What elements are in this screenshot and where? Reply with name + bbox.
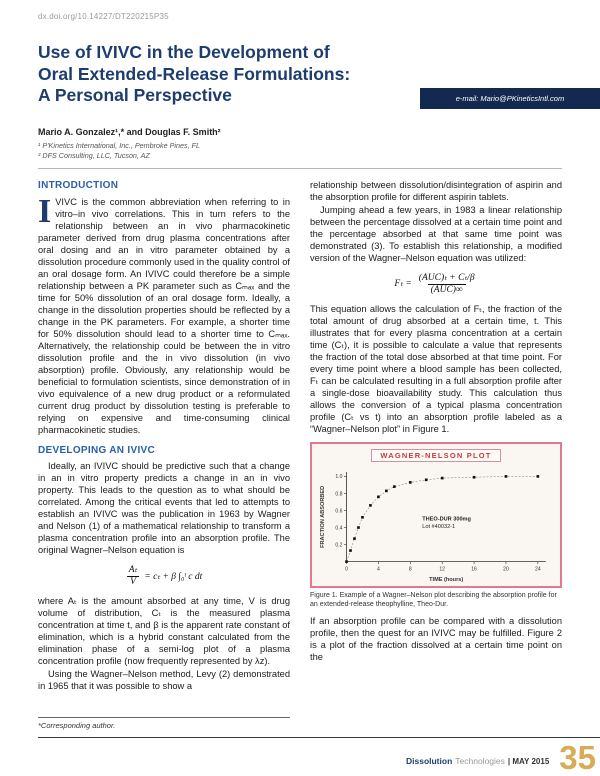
email-link[interactable]: e-mail: Mario@PKineticsIntl.com xyxy=(455,94,565,103)
svg-text:12: 12 xyxy=(439,566,446,573)
intro-drop-cap: I xyxy=(38,192,52,230)
footer-journal-name: Dissolution xyxy=(405,756,453,766)
intro-heading: INTRODUCTION xyxy=(38,180,119,191)
affiliation-2: ² DFS Consulting, LLC, Tucson, AZ xyxy=(38,151,150,160)
equation-1-rhs: = cₜ + β ∫₀ᵗ c dt xyxy=(144,571,203,582)
equation-1-fraction xyxy=(126,565,141,588)
svg-text:16: 16 xyxy=(471,566,477,573)
doi-link[interactable]: dx.doi.org/10.14227/DT220215P35 xyxy=(38,12,169,21)
footer-journal-name-secondary: Technologies xyxy=(455,756,505,766)
svg-text:8: 8 xyxy=(408,566,412,573)
svg-text:0.2: 0.2 xyxy=(335,542,343,549)
footer-divider xyxy=(38,737,600,738)
figure-1-title-row xyxy=(316,449,556,463)
title-line-2: Oral Extended-Release Formulations: xyxy=(38,63,351,84)
right-paragraph-4: If an absorption profile can be compared with a dissolution profile, then the quest for an IVIVC may be fulfilled. Figure 2 is a plot of the fraction dissolved at a certain time point on the xyxy=(310,616,562,663)
right-paragraph-3: This equation allows the calculation of Fₜ, the fraction of the total amount of drug absorbed at a certain time, t. This illustrates that for every plasma concentration at a certain time (Cₜ), it is possible to calculate a value that represents the fraction of the total dose absorbed at that time point. For every time point where a blood sample has been collected, Fₜ can be calculated resulting in a full absorption profile after a single-dose bioavailability study. This calculation thus allows the conversion of a typical plasma concentration profile (Cₜ vs t) into an absorption profile labeled as a “Wagner–Nelson plot” in Figure 1. xyxy=(310,303,562,434)
column-right xyxy=(310,180,562,716)
svg-text:0: 0 xyxy=(345,566,348,573)
authors-line: Mario A. Gonzalez¹,* and Douglas F. Smith² xyxy=(38,127,221,137)
developing-paragraph-1: Ideally, an IVIVC should be predictive such that a change in an in vitro property predicts a change in an in vivo property. This leads to the question as to what should be correlated. Among the critical events that led to attempts to establish an IVIVC was the publication in 1963 by Wagner and Nelson (1) of a mathematical relationship to transform a plasma concentration profile into an absorption profile. The original Wagner–Nelson equation is xyxy=(38,461,290,556)
svg-text:0.6: 0.6 xyxy=(335,508,343,515)
column-left xyxy=(38,180,290,716)
right-paragraph-1: relationship between dissolution/disintegration of aspirin and the absorption profile for different aspirin tablets. xyxy=(310,180,562,202)
svg-text:24: 24 xyxy=(535,566,541,573)
title-line-3: A Personal Perspective xyxy=(38,85,232,106)
footer-issue-date: | MAY 2015 xyxy=(507,757,550,766)
developing-paragraph-3: Using the Wagner–Nelson method, Levy (2) demonstrated in 1965 that it was possible to show a xyxy=(38,669,290,692)
svg-text:FRACTION ABSORBED: FRACTION ABSORBED xyxy=(320,486,327,549)
svg-text:Lot #40032-1: Lot #40032-1 xyxy=(422,524,456,531)
equation-1-numerator: Aₜ xyxy=(128,565,138,576)
svg-text:20: 20 xyxy=(503,566,509,573)
wagner-nelson-chart xyxy=(316,464,556,584)
intro-paragraph-text: VIVC is the common abbreviation when referring to in vitro–in vivo correlations. This in turn refers to the relationship between an in vivo pharmacokinetic parameter derived from drug plasma concentrations after oral dosing and an in vitro parameter obtained by a dissolution procedure commonly used in the quality control of an oral dosage form. An IVIVC could therefore be a simple relationship between a PK parameter such as Cₘₐₓ and the time for 50% dissolution of an oral dosage form. Ideally, a change in the dissolution properties should be reflected by a change in the PK parameters. For example, a shorter time for 50% dissolution should lead to a shorter time to Cₘₐₓ. Alternatively, the relationship could be between the in vitro dissolution profile and the in vivo dissolution (in vivo absorption) profile. Obviously, any relationship would be beneficial to formulation scientists, since demonstration of in vivo equivalence of a new drug product or a reformulated current drug product by dissolution testing is preferable to relying on expensive and time-consuming clinical pharmacokinetic studies. xyxy=(38,196,290,435)
intro-paragraph xyxy=(38,192,290,437)
equation-2-denominator: (AUC)∞ xyxy=(428,284,466,296)
developing-heading: DEVELOPING AN IVIVC xyxy=(38,444,156,456)
equation-1-denominator: V xyxy=(127,576,139,588)
equation-1 xyxy=(38,565,290,588)
equation-2-numerator: (AUC)ₜ + Cₜ/β xyxy=(418,272,475,283)
affiliation-1: ¹ P'Kinetics International, Inc., Pembroke Pines, FL xyxy=(38,141,200,150)
footer xyxy=(405,739,596,776)
svg-text:0.4: 0.4 xyxy=(335,525,343,532)
equation-2-fraction xyxy=(416,273,478,296)
developing-paragraph-2: where Aₜ is the amount absorbed at any time, V is drug volume of distribution, Cₜ is the measured plasma concentration at time t, and β is the apparent rate constant of elimination, which is a hybrid constant calculated from the elimination phase of a semi-log plot of a plasma concentration profile (now frequently represented by λz). xyxy=(38,596,290,667)
right-paragraph-2: Jumping ahead a few years, in 1983 a linear relationship between the percentage dissolved at a certain time point and the percentage absorbed at that same time point was demonstrated (3). To establish this relationship, a modified version of the Wagner–Nelson equation was utilized: xyxy=(310,204,562,263)
header-divider xyxy=(38,168,562,169)
email-box xyxy=(420,88,600,109)
equation-2-lhs: Fₜ = xyxy=(394,279,412,290)
page-number: 35 xyxy=(559,739,596,776)
equation-2 xyxy=(310,273,562,296)
page-title xyxy=(38,42,438,107)
figure-1-title: WAGNER-NELSON PLOT xyxy=(371,449,500,463)
svg-text:0.8: 0.8 xyxy=(335,491,343,498)
svg-text:1.0: 1.0 xyxy=(335,474,343,481)
figure-1-caption: Figure 1. Example of a Wagner–Nelson plot describing the absorption profile for an extended-release theophylline, Theo-Dur. xyxy=(310,592,557,609)
svg-text:THEO-DUR 300mg: THEO-DUR 300mg xyxy=(422,516,471,523)
svg-text:4: 4 xyxy=(376,566,380,573)
svg-text:TIME (hours): TIME (hours) xyxy=(429,577,464,584)
figure-1 xyxy=(310,442,562,589)
corresponding-author-footnote: *Corresponding author. xyxy=(38,717,290,730)
title-line-1: Use of IVIVC in the Development of xyxy=(38,42,330,62)
